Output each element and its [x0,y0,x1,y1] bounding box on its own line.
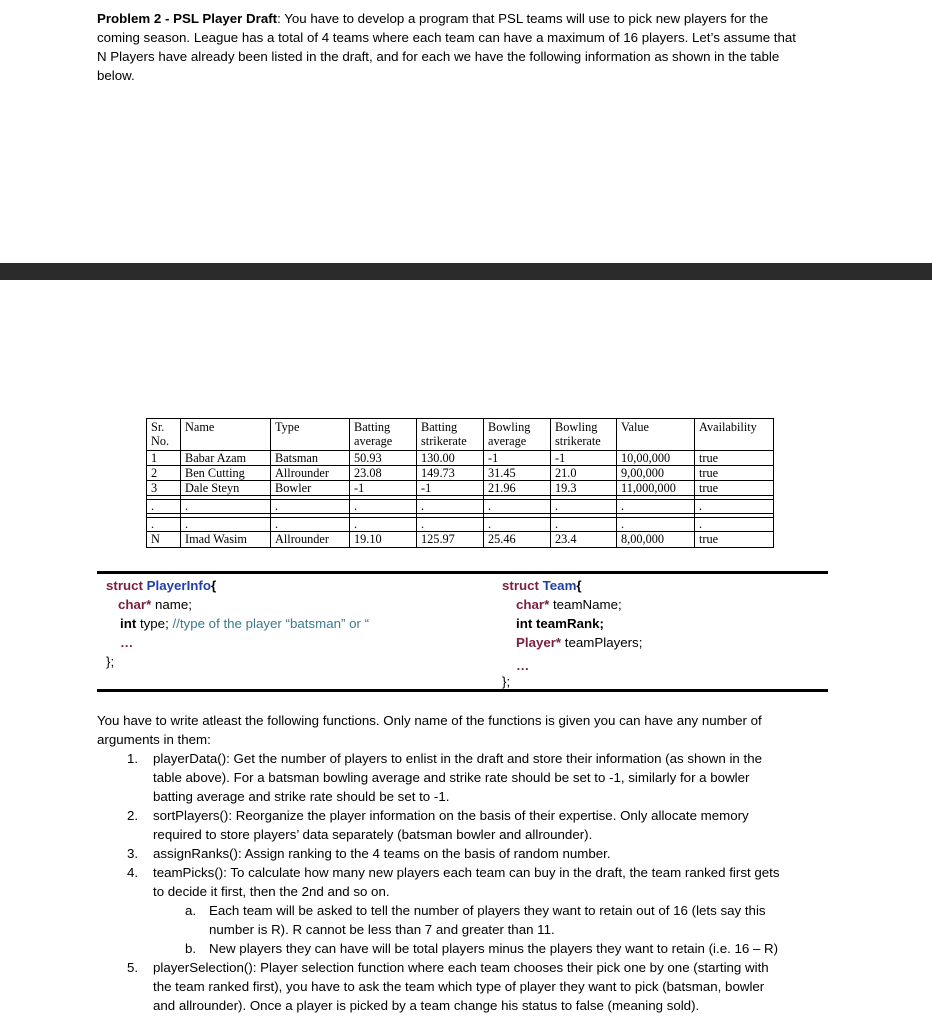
table-cell: 23.08 [350,466,417,481]
intro-line-2: coming season. League has a total of 4 teams where each team can have a maximum of 16 players. Let’s assume that [97,30,796,45]
list-number: 4. [127,865,139,880]
table-cell: true [695,466,774,481]
table-cell: . [551,500,617,514]
table-cell: . [484,518,551,532]
table-cell: Babar Azam [181,451,271,466]
table-cell: true [695,481,774,496]
problem-statement [97,9,837,85]
list-item: playerSelection(): Player selection function where each team chooses their pick one by one (starting with [153,960,769,975]
table-cell: . [484,500,551,514]
list-item: sortPlayers(): Reorganize the player information on the basis of their expertise. Only allocate memory [153,808,749,823]
header-cell: Bowling strikerate [551,419,617,451]
table-cell: . [350,500,417,514]
code-block-top-rule [97,571,828,574]
intro-line-4: below. [97,68,135,83]
table-cell: -1 [551,451,617,466]
body-intro-line: arguments in them: [97,732,211,747]
list-item: table above). For a batsman bowling average and strike rate should be set to -1, similarly for a bowler [153,770,750,785]
table-cell: 149.73 [417,466,484,481]
header-cell: Bowling average [484,419,551,451]
table-cell: 21.0 [551,466,617,481]
body-intro-line: You have to write atleast the following functions. Only name of the functions is given you can have any number of [97,713,762,728]
table-cell: 21.96 [484,481,551,496]
table-cell: 10,00,000 [617,451,695,466]
table-cell: . [181,500,271,514]
list-item: playerData(): Get the number of players to enlist in the draft and store their information (as shown in the [153,751,763,766]
table-cell: N [147,532,181,548]
table-cell: -1 [484,451,551,466]
list-item: teamPicks(): To calculate how many new players each team can buy in the draft, the team ranked first gets [153,865,780,880]
table-cell: . [551,518,617,532]
player-table [146,418,774,548]
table-header-row [147,419,774,451]
table-row [147,466,774,481]
list-number: 2. [127,808,139,823]
sublist-item: number is R). R cannot be less than 7 and greater than 11. [209,922,555,937]
table-cell: 8,00,000 [617,532,695,548]
table-cell: 3 [147,481,181,496]
list-item: to decide it first, then the 2nd and so on. [153,884,390,899]
table-cell: 125.97 [417,532,484,548]
table-cell: . [617,518,695,532]
code-block-bottom-rule [97,689,828,692]
table-cell: Ben Cutting [181,466,271,481]
struct-name: PlayerInfo [146,578,211,593]
table-cell: 50.93 [350,451,417,466]
table-cell: -1 [350,481,417,496]
table-cell: 11,000,000 [617,481,695,496]
table-cell: true [695,451,774,466]
intro-line-3: N Players have already been listed in the draft, and for each we have the following information as shown in the table [97,49,780,64]
header-cell: Batting strikerate [417,419,484,451]
list-item: batting average and strike rate should be set to -1. [153,789,450,804]
table-cell: Allrounder [271,466,350,481]
table-cell: 130.00 [417,451,484,466]
intro-line-1: : You have to develop a program that PSL teams will use to pick new players for the [277,11,769,26]
list-item: assignRanks(): Assign ranking to the 4 teams on the basis of random number. [153,846,611,861]
table-row-ellipsis [147,518,774,532]
header-cell: Value [617,419,695,451]
sublist-letter: a. [185,903,197,918]
table-cell: . [181,518,271,532]
table-cell: . [271,518,350,532]
table-cell: Dale Steyn [181,481,271,496]
table-cell: 2 [147,466,181,481]
table-cell: . [417,500,484,514]
table-cell: true [695,532,774,548]
table-cell: 9,00,000 [617,466,695,481]
page-separator-bar [0,263,932,280]
table-row-ellipsis [147,500,774,514]
header-cell: Sr. No. [147,419,181,451]
table-cell: Bowler [271,481,350,496]
table-row [147,451,774,466]
table-row [147,481,774,496]
list-number: 1. [127,751,139,766]
table-cell: 19.10 [350,532,417,548]
header-cell: Availability [695,419,774,451]
table-cell: . [417,518,484,532]
header-cell: Name [181,419,271,451]
struct-name: Team [542,578,577,593]
list-item: the team ranked first), you have to ask the team which type of player they want to pick (batsman, bowler [153,979,765,994]
table-cell: -1 [417,481,484,496]
header-cell: Batting average [350,419,417,451]
list-item: required to store players’ data separately (batsman bowler and allrounder). [153,827,593,842]
problem-title: Problem 2 - PSL Player Draft [97,11,278,26]
table-cell: 19.3 [551,481,617,496]
table-cell: . [271,500,350,514]
table-cell: . [350,518,417,532]
list-number: 3. [127,846,139,861]
header-cell: Type [271,419,350,451]
sublist-item: Each team will be asked to tell the number of players they want to retain out of 16 (lets say this [209,903,766,918]
table-row [147,532,774,548]
table-cell: 31.45 [484,466,551,481]
table-cell: Imad Wasim [181,532,271,548]
table-cell: 25.46 [484,532,551,548]
table-cell: 23.4 [551,532,617,548]
table-cell: . [695,518,774,532]
table-cell: . [695,500,774,514]
table-cell: Batsman [271,451,350,466]
sublist-item: New players they can have will be total players minus the players they want to retain (i.e. 16 – R) [209,941,779,956]
list-number: 5. [127,960,139,975]
table-cell: Allrounder [271,532,350,548]
table-cell: 1 [147,451,181,466]
sublist-letter: b. [185,941,197,956]
table-cell: . [617,500,695,514]
list-item: and allrounder). Once a player is picked by a team change his status to false (meaning sold). [153,998,700,1013]
table-cell: . [147,518,181,532]
table-cell: . [147,500,181,514]
